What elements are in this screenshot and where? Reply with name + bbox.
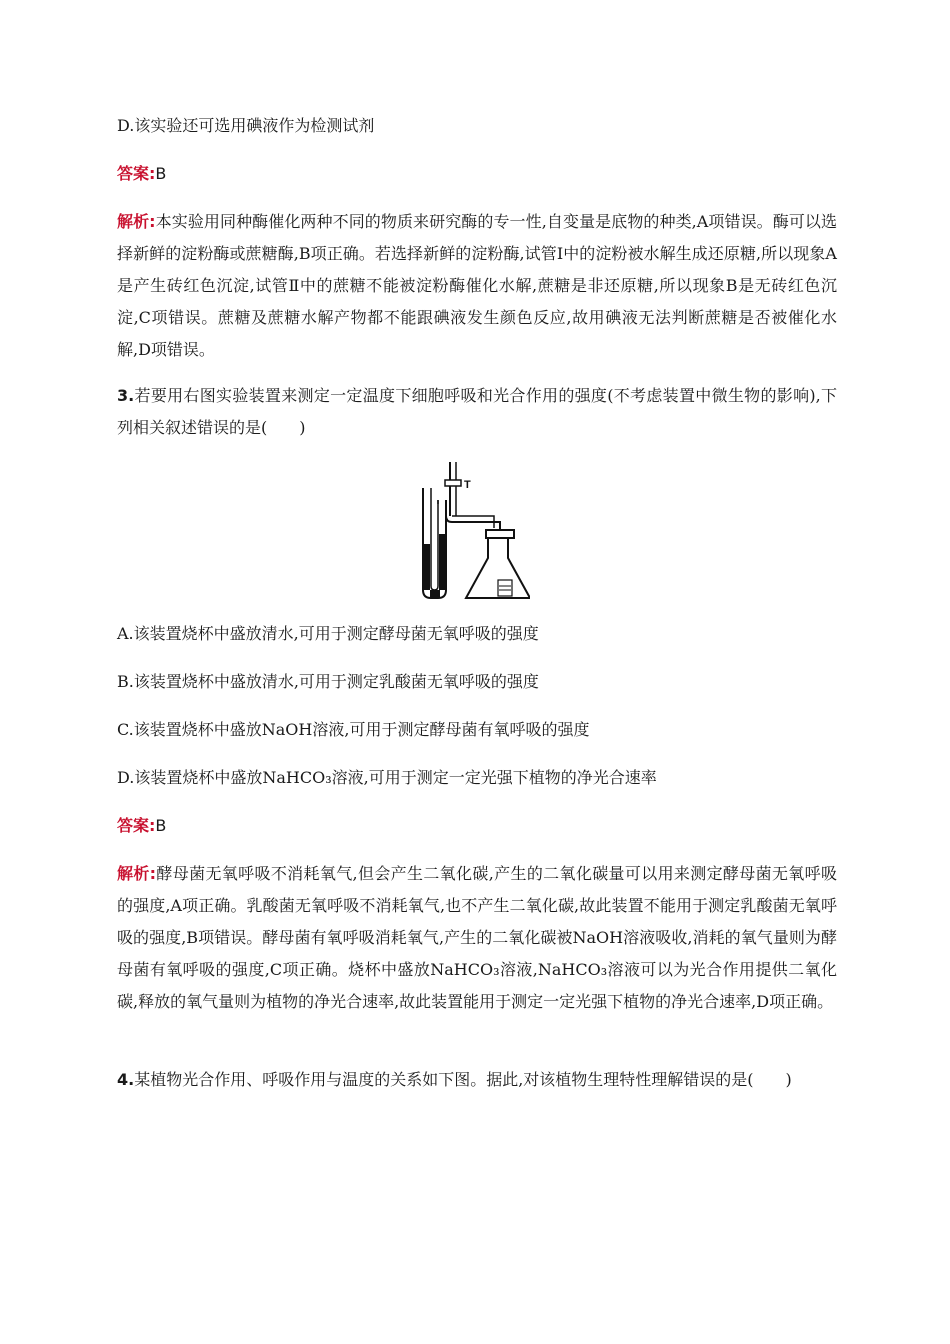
option-d: D.该装置烧杯中盛放NaHCO₃溶液,可用于测定一定光强下植物的净光合速率 bbox=[117, 768, 657, 787]
question-4-stem bbox=[117, 1064, 837, 1096]
option-d: D.该实验还可选用碘液作为检测试剂 bbox=[117, 116, 375, 135]
option-b: B.该装置烧杯中盛放清水,可用于测定乳酸菌无氧呼吸的强度 bbox=[117, 672, 539, 691]
question-text: 若要用右图实验装置来测定一定温度下细胞呼吸和光合作用的强度(不考虑装置中微生物的影响),下列相关叙述错误的是( ) bbox=[117, 386, 837, 437]
analysis-text: 本实验用同种酶催化两种不同的物质来研究酶的专一性,自变量是底物的种类,A项错误。酶可以选择新鲜的淀粉酶或蔗糖酶,B项正确。若选择新鲜的淀粉酶,试管Ⅰ中的淀粉被水解生成还原糖,所以现象A是产生砖红色沉淀,试管Ⅱ中的蔗糖不能被淀粉酶催化水解,蔗糖是非还原糖,所以现象B是无砖红色沉淀,C项错误。蔗糖及蔗糖水解产物都不能跟碘液发生颜色反应,故用碘液无法判断蔗糖是否被催化水解,D项错误。 bbox=[117, 212, 837, 359]
analysis-paragraph bbox=[117, 858, 837, 1018]
answer-value: B bbox=[155, 164, 167, 183]
option-c: C.该装置烧杯中盛放NaOH溶液,可用于测定酵母菌有氧呼吸的强度 bbox=[117, 720, 590, 739]
analysis-text: 酵母菌无氧呼吸不消耗氧气,但会产生二氧化碳,产生的二氧化碳量可以用来测定酵母菌无氧呼吸的强度,A项正确。乳酸菌无氧呼吸不消耗氧气,也不产生二氧化碳,故此装置不能用于测定乳酸菌无氧呼吸的强度,B项错误。酵母菌有氧呼吸消耗氧气,产生的二氧化碳被NaOH溶液吸收,消耗的氧气量则为酵母菌有氧呼吸的强度,C项正确。烧杯中盛放NaHCO₃溶液,NaHCO₃溶液可以为光合作用提供二氧化碳,释放的氧气量则为植物的净光合速率,故此装置能用于测定一定光强下植物的净光合速率,D项正确。 bbox=[117, 864, 837, 1011]
question-number: 4. bbox=[117, 1070, 135, 1089]
question-text: 某植物光合作用、呼吸作用与温度的关系如下图。据此,对该植物生理特性理解错误的是( ) bbox=[134, 1070, 792, 1089]
answer-value: B bbox=[155, 816, 167, 835]
analysis-paragraph bbox=[117, 206, 837, 366]
option-a: A.该装置烧杯中盛放清水,可用于测定酵母菌无氧呼吸的强度 bbox=[117, 624, 539, 643]
question-3-stem bbox=[117, 380, 837, 444]
answer-row bbox=[117, 815, 166, 837]
analysis-label: 解析: bbox=[117, 212, 156, 231]
valve-label: T bbox=[464, 479, 471, 491]
respirometer-apparatus-figure bbox=[410, 458, 530, 608]
analysis-label: 解析: bbox=[117, 864, 157, 883]
answer-row bbox=[117, 163, 166, 185]
answer-label: 答案: bbox=[117, 164, 156, 183]
answer-label: 答案: bbox=[117, 816, 156, 835]
question-number: 3. bbox=[117, 386, 135, 405]
